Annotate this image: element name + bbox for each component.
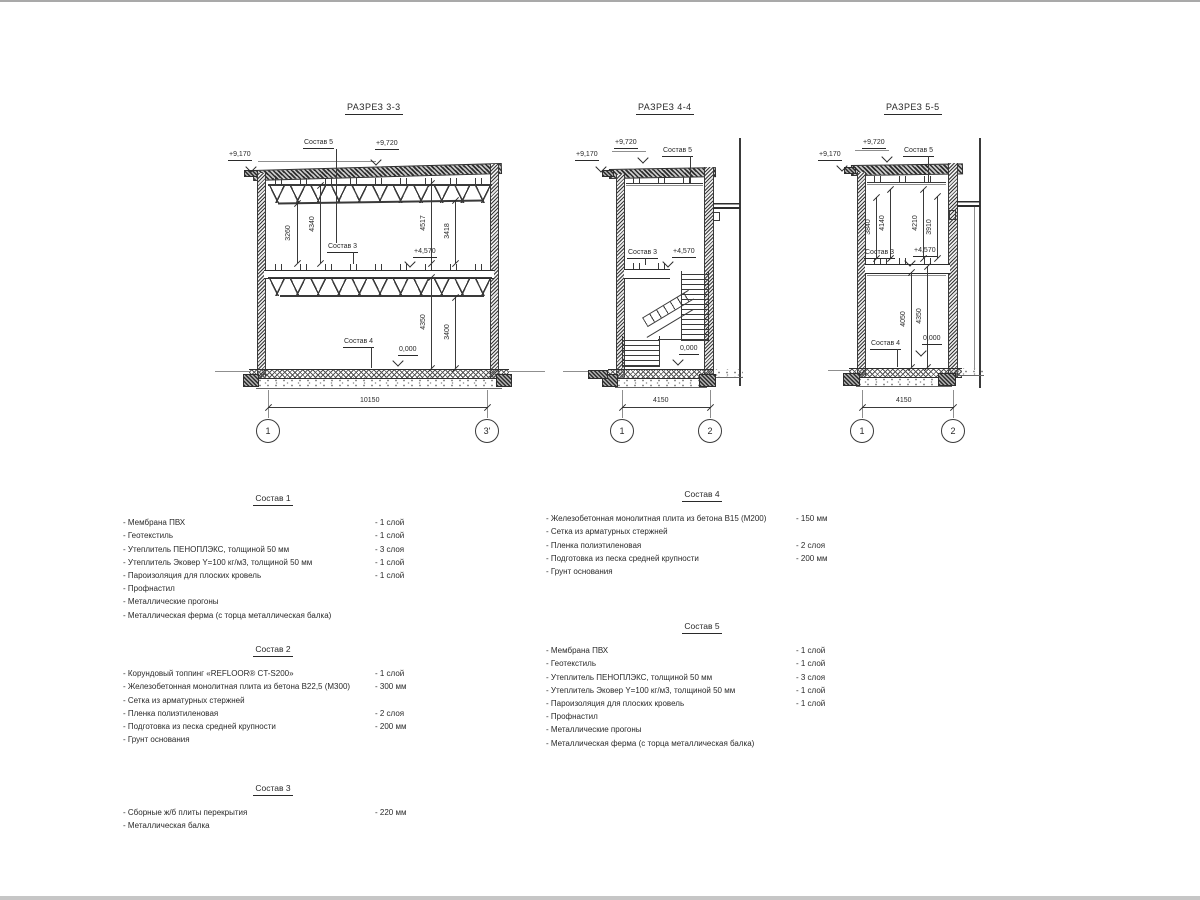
footing-right (496, 374, 512, 387)
spec-row (123, 556, 423, 569)
ceiling-line (867, 184, 946, 185)
leader-line (645, 258, 646, 265)
composition-5-items (546, 644, 858, 750)
page-top-border (0, 0, 1200, 2)
dim-label: 3840 (864, 219, 872, 235)
elevation-roof: +9,720 (862, 139, 886, 149)
spec-row (123, 667, 423, 680)
spec-material: - Геотекстиль (123, 531, 173, 541)
grade-line-right (508, 371, 545, 372)
grade-line-left (828, 370, 850, 371)
dim-line (455, 200, 456, 263)
elevation-eave: +9,170 (228, 151, 252, 161)
spec-row (546, 565, 858, 578)
spec-row (123, 569, 423, 582)
spec-material: - Утеплитель ПЕНОПЛЭКС, толщиной 50 мм (546, 672, 713, 682)
annex-inner-line (974, 205, 975, 370)
dim-extension-line (953, 390, 954, 418)
spec-row (123, 609, 423, 622)
composition-3-heading: Состав 3 (123, 782, 423, 795)
dim-label: 4140 (878, 215, 886, 231)
elevation-floor: +4,570 (913, 247, 937, 257)
composition-1 (123, 492, 423, 622)
dim-line (320, 185, 321, 263)
spec-material: - Железобетонная монолитная плита из бетона В22,5 (М300) (123, 682, 351, 692)
leader-line (353, 252, 354, 264)
composition-5-heading: Состав 5 (546, 620, 858, 633)
axis-number: 2 (950, 426, 956, 436)
composition-3 (123, 782, 423, 833)
ceiling-line (626, 185, 703, 186)
spec-row (123, 529, 423, 542)
spec-material: - Грунт основания (546, 567, 613, 577)
spec-row (546, 737, 858, 750)
stair-lower-flight (622, 336, 660, 367)
spec-quantity (796, 710, 858, 723)
elevation-zero: 0,000 (922, 335, 942, 345)
axis-bubble (941, 419, 965, 443)
spec-quantity: - 150 мм (796, 514, 828, 524)
spec-quantity (375, 595, 423, 608)
spec-material: - Мембрана ПВХ (546, 646, 609, 656)
spec-row (123, 516, 423, 529)
elevation-arrow (915, 345, 926, 356)
dim-extension-line (862, 390, 863, 418)
spec-row (546, 512, 858, 525)
annex-roof-beam (713, 203, 740, 209)
floor-underside-line (867, 275, 946, 276)
dim-width-label: 4150 (653, 397, 669, 404)
elevation-extension-line (612, 151, 646, 152)
grade-line-left (215, 371, 250, 372)
dim-label: 3910 (925, 219, 933, 235)
dim-label: 3418 (443, 223, 451, 239)
spec-quantity: - 2 слоя (796, 540, 826, 550)
roof-purlins (867, 176, 946, 183)
dim-extension-line (487, 390, 488, 418)
left-wall (857, 172, 866, 378)
elevation-roof: +9,720 (375, 140, 399, 150)
spec-row (546, 644, 858, 657)
leader-label-sostav4: Состав 4 (343, 338, 374, 348)
spec-row (546, 552, 858, 565)
spec-quantity: - 2 слоя (375, 708, 405, 718)
intermediate-floor-slab (865, 264, 950, 274)
eave-tip (844, 167, 856, 174)
leader-line (336, 149, 337, 243)
spec-quantity: - 200 мм (375, 722, 407, 732)
spec-material: - Сетка из арматурных стержней (546, 527, 668, 537)
spec-quantity (375, 582, 423, 595)
spec-material: - Геотекстиль (546, 659, 596, 669)
leader-line (690, 156, 691, 184)
composition-4 (546, 488, 858, 578)
spec-row (123, 806, 423, 819)
roof-purlins (626, 177, 703, 184)
composition-1-heading: Состав 1 (123, 492, 423, 505)
spec-row (546, 723, 858, 736)
composition-2 (123, 643, 423, 746)
spec-material: - Металлические прогоны (546, 725, 642, 735)
dim-label: 4340 (308, 216, 316, 232)
spec-material: - Грунт основания (123, 735, 190, 745)
leader-label-sostav5: Состав 5 (662, 147, 693, 157)
leader-line (886, 258, 887, 264)
leader-line (928, 156, 929, 183)
spec-quantity (375, 819, 423, 832)
footing-right (938, 373, 956, 386)
elevation-roof: +9,720 (614, 139, 638, 149)
ground-bedding-concrete (256, 377, 502, 389)
spec-material: - Сетка из арматурных стержней (123, 695, 245, 705)
dim-label: 4050 (899, 311, 907, 327)
spec-material: - Пароизоляция для плоских кровель (546, 699, 685, 709)
axis-number: 1 (859, 426, 865, 436)
ramp-block (588, 370, 608, 379)
dim-line (431, 277, 432, 368)
spec-quantity: - 1 слой (375, 557, 405, 567)
spec-quantity: - 1 слой (796, 659, 826, 669)
axis-bubble (475, 419, 499, 443)
elevation-eave: +9,170 (575, 151, 599, 161)
spec-row (123, 720, 423, 733)
dim-line (927, 266, 928, 367)
annex-bracket (713, 212, 720, 221)
dim-line-width (862, 407, 954, 408)
spec-row (546, 671, 858, 684)
spec-row (546, 697, 858, 710)
dim-line (937, 196, 938, 258)
dim-label: 4350 (915, 308, 923, 324)
elevation-arrow (881, 151, 892, 162)
annex-wall-line (739, 138, 741, 386)
spec-material: - Металлическая ферма (с торца металлическая балка) (546, 738, 755, 748)
dim-extension-line (710, 390, 711, 418)
spec-quantity: - 1 слой (375, 669, 405, 679)
spec-quantity: - 1 слой (375, 518, 405, 528)
annex-roof-beam (957, 201, 980, 207)
spec-material: - Пленка полиэтиленовая (123, 708, 219, 718)
axis-number: 1 (265, 426, 271, 436)
spec-material: - Корундовый топпинг «REFLOOR® CT-S200» (123, 669, 294, 679)
dim-label: 4350 (419, 314, 427, 330)
spec-quantity: - 1 слой (375, 571, 405, 581)
axis-bubble (256, 419, 280, 443)
elevation-arrow (637, 152, 648, 163)
dim-label: 3400 (443, 324, 451, 340)
annex-bracket (949, 210, 956, 220)
eave-tip (602, 170, 614, 177)
spec-quantity: - 1 слой (375, 531, 405, 541)
dim-width-label: 10150 (360, 397, 380, 404)
spec-quantity (375, 694, 423, 707)
spec-material: - Утеплитель Эковер Y=100 кг/м3, толщиной 50 мм (123, 557, 313, 567)
leader-label-sostav3: Состав 3 (327, 243, 358, 253)
spec-material: - Подготовка из песка средней крупности (546, 553, 699, 563)
dim-width-label: 4150 (896, 397, 912, 404)
spec-quantity: - 220 мм (375, 808, 407, 818)
spec-quantity (796, 737, 858, 750)
section-4-4-title: РАЗРЕЗ 4-4 (636, 102, 694, 115)
composition-4-heading: Состав 4 (546, 488, 858, 501)
elevation-zero: 0,000 (398, 346, 418, 356)
spec-row (546, 539, 858, 552)
spec-material: - Пароизоляция для плоских кровель (123, 571, 262, 581)
roof-slab-hatched (851, 163, 963, 176)
axis-number: 2 (707, 426, 713, 436)
dim-line-width (268, 407, 488, 408)
dim-line-width (622, 407, 711, 408)
annex-wall-line (979, 138, 981, 388)
dim-label: 3260 (284, 225, 292, 241)
roof-purlins (268, 178, 492, 185)
leader-label-sostav3: Состав 3 (864, 249, 895, 259)
dim-label: 4517 (419, 215, 427, 231)
dim-line (297, 203, 298, 263)
section-3-3-title: РАЗРЕЗ 3-3 (345, 102, 403, 115)
composition-5 (546, 620, 858, 750)
axis-number: 3' (483, 426, 491, 436)
spec-row (123, 680, 423, 693)
floor-truss-bottom-chord (280, 295, 484, 297)
spec-material: - Металлическая ферма (с торца металлическая балка) (123, 610, 332, 620)
spec-quantity: - 3 слоя (796, 672, 826, 682)
spec-row (123, 595, 423, 608)
composition-2-heading: Состав 2 (123, 643, 423, 656)
elevation-arrow (370, 154, 381, 165)
spec-material: - Железобетонная монолитная плита из бетона В15 (М200) (546, 514, 767, 524)
spec-material: - Металлические прогоны (123, 597, 219, 607)
spec-quantity: - 200 мм (796, 553, 828, 563)
composition-2-items (123, 667, 423, 746)
spec-row (123, 819, 423, 832)
ground-bedding-concrete (615, 377, 707, 388)
elevation-floor: +4,570 (672, 248, 696, 258)
elevation-arrow (392, 355, 403, 366)
spec-row (123, 543, 423, 556)
leader-label-sostav4: Состав 4 (870, 340, 901, 350)
leader-label-sostav5: Состав 5 (303, 139, 334, 149)
elevation-extension-line (855, 150, 889, 151)
dim-line (890, 189, 891, 258)
page-bottom-border (0, 896, 1200, 900)
axis-bubble (610, 419, 634, 443)
spec-quantity (375, 609, 423, 622)
spec-row (123, 694, 423, 707)
spec-quantity: - 1 слой (796, 646, 826, 656)
spec-material: - Профнастил (123, 584, 175, 594)
spec-material: - Утеплитель ПЕНОПЛЭКС, толщиной 50 мм (123, 544, 290, 554)
spec-quantity: - 3 слоя (375, 544, 405, 554)
dim-extension-line (268, 390, 269, 418)
leader-label-sostav5: Состав 5 (903, 147, 934, 157)
leader-line (371, 347, 372, 368)
axis-number: 1 (619, 426, 625, 436)
spec-material: - Мембрана ПВХ (123, 518, 186, 528)
composition-4-items (546, 512, 858, 578)
spec-row (123, 582, 423, 595)
spec-row (123, 733, 423, 746)
spec-quantity: - 1 слой (796, 699, 826, 709)
spec-material: - Подготовка из песка средней крупности (123, 722, 276, 732)
spec-material: - Утеплитель Эковер Y=100 кг/м3, толщиной 50 мм (546, 685, 736, 695)
section-5-5-title: РАЗРЕЗ 5-5 (884, 102, 942, 115)
spec-row (546, 525, 858, 538)
leader-line (897, 349, 898, 367)
spec-quantity (375, 733, 423, 746)
spec-quantity (796, 565, 858, 578)
spec-row (546, 710, 858, 723)
leader-label-sostav3: Состав 3 (627, 249, 658, 259)
spec-row (546, 684, 858, 697)
composition-3-items (123, 806, 423, 832)
spec-quantity: - 300 мм (375, 682, 407, 692)
elevation-eave: +9,170 (818, 151, 842, 161)
dim-extension-line (622, 390, 623, 418)
axis-bubble (850, 419, 874, 443)
stair-upper-flight (681, 271, 709, 341)
footing-left (243, 374, 259, 387)
spec-row (123, 707, 423, 720)
footing-right (699, 374, 716, 387)
spec-material: - Металлическая балка (123, 821, 210, 831)
composition-1-items (123, 516, 423, 622)
spec-quantity (796, 525, 858, 538)
dim-label: 4210 (911, 215, 919, 231)
stair-landing-line (658, 339, 707, 340)
dim-line (911, 272, 912, 367)
spec-material: - Пленка полиэтиленовая (546, 540, 642, 550)
axis-bubble (698, 419, 722, 443)
elevation-extension-line (258, 161, 376, 162)
elevation-arrow (672, 354, 683, 365)
dim-line (455, 297, 456, 368)
spec-quantity: - 1 слой (796, 685, 826, 695)
elevation-floor: +4,570 (413, 248, 437, 258)
spec-row (546, 657, 858, 670)
spec-material: - Профнастил (546, 712, 598, 722)
footing-left (843, 373, 860, 386)
spec-quantity (796, 723, 858, 736)
spec-material: - Сборные ж/б плиты перекрытия (123, 808, 248, 818)
elevation-zero: 0,000 (679, 345, 699, 355)
landing-slab (624, 269, 670, 279)
